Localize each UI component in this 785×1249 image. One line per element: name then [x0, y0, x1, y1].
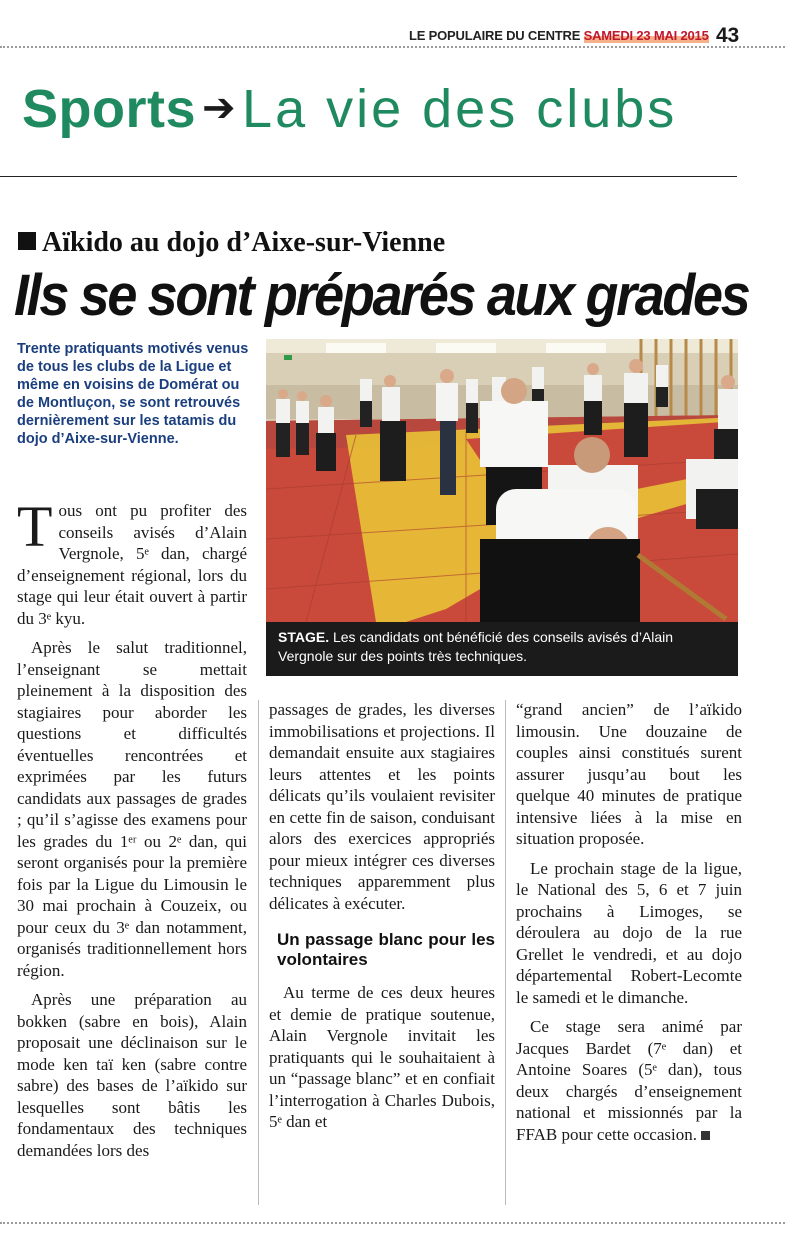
masthead [409, 24, 739, 48]
photo-caption [266, 622, 738, 676]
article-column-3 [516, 699, 742, 1153]
paragraph-3: Après une préparation au bokken (sabre en bois), Alain proposait une déclinaison sur le mode ken taï ken (sabre contre sabre) des bases de l’aïkido sur lesquelles sont bâtis les fondamentaux des techniques demandées lors des [17, 990, 247, 1160]
paragraph-1-text: ous ont pu profiter des conseils avisés d’Alain Vergnole, 5ᵉ dan, chargé d’enseignement régional, lors du stage qui leur était ouvert à partir du 3ᵉ kyu. [17, 501, 247, 628]
end-mark-icon [701, 1131, 710, 1140]
article-column-2 [269, 699, 495, 1141]
dropcap: T [17, 494, 53, 559]
article-headline: Ils se sont préparés aux grades [14, 263, 749, 328]
column-divider-1 [258, 700, 259, 1205]
page-number: 43 [716, 24, 739, 47]
section-rule [0, 176, 737, 177]
arrow-right-icon: ➔ [202, 86, 237, 130]
article-column-1 [17, 494, 247, 1169]
paragraph-8 [516, 1016, 742, 1145]
paragraph-4: passages de grades, les diverses immobilisations et projections. Il demandait ensuite aux stagiaires leurs attentes et les points délicats qu’ils voulaient revisiter en cette fin de saison, conduisant alors des exercices appropriés pour mieux intégrer ces diverses techniques apparemment plus délicates à exécuter. [269, 700, 495, 913]
issue-date: SAMEDI 23 MAI 2015 [583, 28, 709, 43]
newspaper-name: LE POPULAIRE DU CENTRE [409, 28, 581, 43]
paragraph-1 [17, 494, 247, 629]
paragraph-8-text: Ce stage sera animé par Jacques Bardet (7ᵉ dan) et Antoine Soares (5ᵉ dan), tous deux chargés d’enseignement national et missionnés par la FFAB pour cette occasion. [516, 1017, 742, 1144]
caption-label: STAGE. [278, 629, 330, 645]
subsection-title: La vie des clubs [242, 79, 678, 139]
paragraph-2: Après le salut traditionnel, l’enseignant se mettait pleinement à la disposition des stagiaires pour aborder les questions et difficultés éventuelles rencontrées et exprimées par les futurs candidats aux passages de grades ; qu’il s’agisse des examens pour les grades du 1ᵉʳ ou 2ᵉ dan, qui seront organisés pour la première fois par la Ligue du Limousin le 30 mai prochain à Couzeix, ou pour ceux du 3ᵉ dan notamment, organisés traditionnellement hors région. [17, 638, 247, 980]
paragraph-6: “grand ancien” de l’aïkido limousin. Une douzaine de couples ainsi constitués surent assurer jusqu’au bout les quelque 40 minutes de pratique intensive liées à la mise en situation proposée. [516, 700, 742, 848]
aikido-training-illustration [266, 339, 738, 622]
article-kicker [18, 227, 445, 259]
dojo-photo [266, 339, 738, 622]
square-bullet-icon [18, 232, 36, 250]
paragraph-7: Le prochain stage de la ligue, le National des 5, 6 et 7 juin prochains à Limoges, se déroulera au dojo de la rue Grellet le vendredi, et au dojo départemental Robert-Lecomte le samedi et le dimanche. [516, 858, 742, 1007]
paragraph-5: Au terme de ces deux heures et demie de pratique soutenue, Alain Vergnole invitait les pratiquants qui le souhaitaient à un “passage blanc” et en confiait l’interrogation à Charles Dubois, 5ᵉ dan et [269, 983, 495, 1131]
kicker-text: Aïkido au dojo d’Aixe-sur-Vienne [42, 227, 446, 258]
column-divider-2 [505, 700, 506, 1205]
section-title: Sports [22, 79, 197, 139]
caption-text: Les candidats ont bénéficié des conseils avisés d’Alain Vergnole sur des points très techniques. [278, 629, 674, 664]
article-lead: Trente pratiquants motivés venus de tous les clubs de la Ligue et même en voisins de Domérat ou de Montluçon, se sont retrouvés dernièrement sur les tatamis du dojo d’Aixe-sur-Vienne. [17, 341, 249, 447]
section-rubric [22, 78, 677, 140]
bottom-dotted-rule [0, 1222, 785, 1224]
article-subheading: Un passage blanc pour les volontaires [277, 930, 495, 969]
